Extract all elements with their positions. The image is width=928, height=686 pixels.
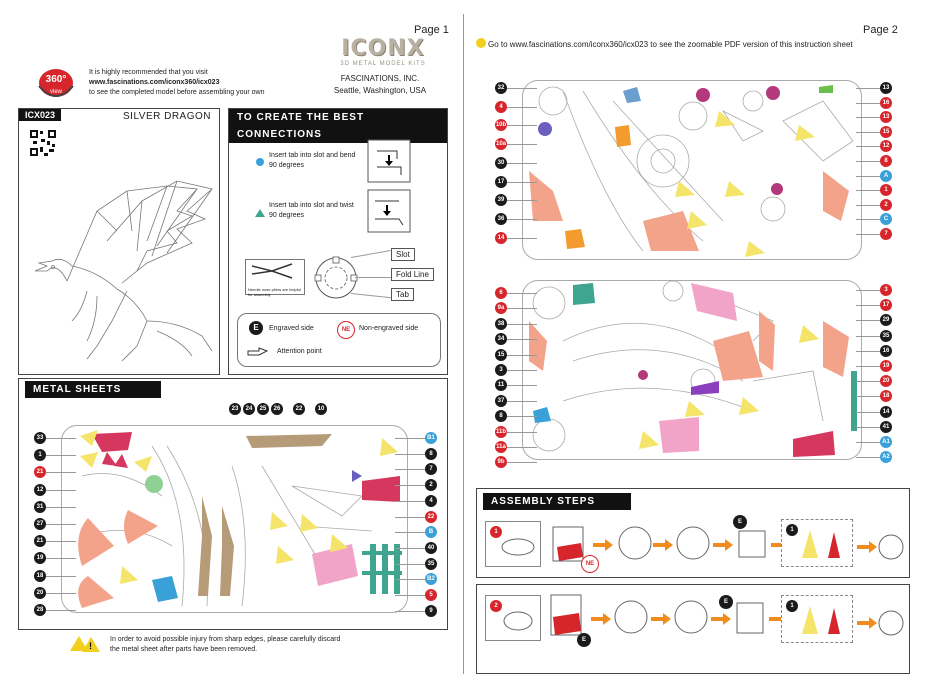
sheet1-top-marker: 26	[271, 403, 283, 415]
step2-badge: 2	[490, 600, 502, 612]
sheet1-right-leader	[395, 485, 425, 486]
blue-dot-icon	[256, 158, 264, 166]
sheet1-right-marker: 5	[425, 589, 437, 601]
sheet1-right-leader	[395, 438, 425, 439]
sheet2-left-leader	[507, 182, 537, 183]
sheet1-left-leader	[46, 541, 76, 542]
view360-badge[interactable]	[34, 66, 78, 100]
sheet3-right-marker: A2	[880, 451, 892, 463]
step1-start-frame	[485, 521, 541, 567]
sheet3-right-leader	[856, 336, 880, 337]
sheet1-left-marker: 20	[34, 587, 46, 599]
step1-sub-badge: 1	[786, 524, 798, 536]
sheet1-parts	[62, 426, 407, 612]
sheet3-left-marker: 9a	[495, 302, 507, 314]
sheet2-right-leader	[856, 176, 880, 177]
sheet3-right-marker: 18	[880, 390, 892, 402]
sheet3-right-leader	[856, 396, 880, 397]
sheet3-right-marker: 19	[880, 360, 892, 372]
sheet2-left-marker: 4	[495, 101, 507, 113]
sheet2-right-marker: 8	[880, 155, 892, 167]
sheet2-right-marker: 13	[880, 82, 892, 94]
sheet1-left-leader	[46, 490, 76, 491]
sheet1-right-leader	[395, 611, 425, 612]
sheet3-right-leader	[856, 290, 880, 291]
sheet1-right-marker: 2	[425, 479, 437, 491]
sheet2-right-marker: 12	[880, 140, 892, 152]
sheet1-top-marker: 24	[243, 403, 255, 415]
green-triangle-icon	[255, 209, 265, 217]
sheet1-top-marker: 25	[257, 403, 269, 415]
sheet1-right-marker: 4	[425, 495, 437, 507]
sheet3-left-marker: 11b	[495, 426, 507, 438]
sheet2-right-leader	[856, 103, 880, 104]
pliers-icon	[246, 260, 304, 282]
sheet1-left-leader	[46, 455, 76, 456]
sheet2-left-marker: 39	[495, 194, 507, 206]
step2-part-icon	[500, 606, 536, 636]
metal-sheet-2	[522, 80, 862, 260]
sheet1-right-leader	[395, 469, 425, 470]
sheet1-left-marker: 21	[34, 466, 46, 478]
sheet1-left-marker: 31	[34, 501, 46, 513]
sheet3-left-marker: 15	[495, 349, 507, 361]
sheet1-right-marker: B1	[425, 432, 437, 444]
sheet2-left-leader	[507, 107, 537, 108]
sheet1-left-leader	[46, 524, 76, 525]
twist-diagram-icon	[367, 189, 411, 233]
sheet2-left-leader	[507, 144, 537, 145]
sheet1-left-leader	[46, 610, 76, 611]
sheet2-left-leader	[507, 163, 537, 164]
sheet3-left-leader	[507, 432, 537, 433]
sheet1-left-marker: 1	[34, 449, 46, 461]
sheet3-right-marker: 20	[880, 375, 892, 387]
step1-detail-frame	[781, 519, 853, 567]
page-number: Page 1	[414, 24, 449, 36]
sheet3-left-leader	[507, 416, 537, 417]
sheet3-parts	[523, 281, 861, 459]
sheet1-top-marker: 10	[315, 403, 327, 415]
sheet1-left-marker: 21	[34, 535, 46, 547]
sheet3-right-marker: 29	[880, 314, 892, 326]
fold-line-label: Fold Line	[391, 268, 434, 281]
company-location: Seattle, Washington, USA	[333, 86, 427, 95]
sheet3-right-leader	[856, 412, 880, 413]
metal-sheets-panel	[18, 378, 448, 630]
engraved-marker: E	[249, 321, 263, 335]
sheet1-right-leader	[395, 579, 425, 580]
sheet3-left-marker: 11a	[495, 441, 507, 453]
sheet1-left-leader	[46, 472, 76, 473]
sheet3-right-marker: 41	[880, 421, 892, 433]
sheet1-left-leader	[46, 507, 76, 508]
sheet3-left-leader	[507, 355, 537, 356]
sheet1-right-marker: 22	[425, 511, 437, 523]
warning-line-1: In order to avoid possible injury from sharp edges, please carefully discard	[110, 636, 341, 643]
zoomable-note[interactable]: Go to www.fascinations.com/iconx360/icx023 to see the zoomable PDF version of this instruction sheet	[488, 40, 853, 49]
sheet3-left-marker: 11	[495, 379, 507, 391]
sheet2-left-marker: 17	[495, 176, 507, 188]
model-name: SILVER DRAGON	[123, 111, 211, 122]
sheet2-right-leader	[856, 117, 880, 118]
sheet1-left-leader	[46, 576, 76, 577]
sheet3-left-leader	[507, 308, 537, 309]
legend-pill	[237, 313, 441, 367]
step1-e-marker: E	[733, 515, 747, 529]
fold-leader	[355, 277, 391, 278]
sheet3-right-marker: 17	[880, 299, 892, 311]
sheet2-left-leader	[507, 88, 537, 89]
sheet2-left-leader	[507, 219, 537, 220]
step1-detail-icon	[796, 526, 848, 562]
sheet1-top-marker: 22	[293, 403, 305, 415]
sheet3-right-leader	[856, 427, 880, 428]
sheet3-left-leader	[507, 462, 537, 463]
lightbulb-icon	[476, 38, 486, 48]
sheet1-left-marker: 19	[34, 552, 46, 564]
step2-start-frame	[485, 595, 541, 641]
sheet2-right-marker: A	[880, 170, 892, 182]
sheet1-right-marker: B	[425, 526, 437, 538]
sheet3-left-leader	[507, 324, 537, 325]
non-engraved-label: Non-engraved side	[359, 325, 419, 332]
step1-ne-marker: NE	[581, 555, 599, 573]
sheet2-left-marker: 30	[495, 157, 507, 169]
iconx-logo	[329, 36, 437, 67]
sheet2-left-marker: 10b	[495, 119, 507, 131]
sheet3-left-marker: 6	[495, 287, 507, 299]
sheet1-right-leader	[395, 564, 425, 565]
bend-diagram-icon	[367, 139, 411, 183]
sheet2-left-leader	[507, 200, 537, 201]
sheet3-left-marker: 3	[495, 364, 507, 376]
sheet3-left-leader	[507, 370, 537, 371]
sheet2-right-leader	[856, 161, 880, 162]
sheet3-right-marker: A1	[880, 436, 892, 448]
tab-label: Tab	[391, 288, 414, 301]
model-code: ICX023	[19, 109, 61, 121]
sheet3-right-leader	[856, 442, 880, 443]
sheet3-right-leader	[856, 381, 880, 382]
company-info	[332, 74, 428, 95]
step1-result-icon	[855, 529, 905, 565]
warning-exclamation-icon: !	[89, 641, 92, 651]
metal-sheets-title: METAL SHEETS	[25, 381, 161, 398]
engraved-label: Engraved side	[269, 325, 314, 332]
sheet1-left-marker: 18	[34, 570, 46, 582]
sheet2-right-leader	[856, 219, 880, 220]
logo-tagline: 3D METAL MODEL KITS	[340, 61, 426, 67]
sheet2-left-leader	[507, 238, 537, 239]
sheet3-right-leader	[856, 366, 880, 367]
sheet3-left-leader	[507, 447, 537, 448]
sheet3-right-leader	[856, 457, 880, 458]
company-name: FASCINATIONS, INC.	[340, 74, 420, 83]
sheet1-left-marker: 12	[34, 484, 46, 496]
sheet2-left-marker: 10a	[495, 138, 507, 150]
sheet1-right-marker: 8	[425, 448, 437, 460]
connections-title: TO CREATE THE BEST CONNECTIONS	[229, 109, 447, 143]
sheet2-right-marker: 16	[880, 97, 892, 109]
sheet1-right-leader	[395, 454, 425, 455]
warning-text	[110, 635, 410, 655]
recommend-text	[89, 68, 289, 98]
sheet2-right-leader	[856, 146, 880, 147]
sheet1-left-marker: 28	[34, 604, 46, 616]
sheet2-right-leader	[856, 234, 880, 235]
tip-bend: Insert tab into slot and bend 90 degrees	[269, 152, 356, 169]
connections-panel	[228, 108, 448, 375]
sheet3-right-marker: 16	[880, 345, 892, 357]
metal-sheet-1	[61, 425, 408, 613]
sheet1-left-leader	[46, 558, 76, 559]
sheet2-right-marker: 7	[880, 228, 892, 240]
sheet3-left-marker: 38	[495, 318, 507, 330]
sheet1-right-leader	[395, 501, 425, 502]
step2-detail-frame	[781, 595, 853, 643]
sheet2-right-marker: 2	[880, 199, 892, 211]
sheet2-parts	[523, 81, 861, 259]
sheet1-left-leader	[46, 438, 76, 439]
metal-sheet-3	[522, 280, 862, 460]
sheet3-left-marker: 34	[495, 333, 507, 345]
attention-label: Attention point	[277, 348, 322, 355]
sheet1-right-leader	[395, 548, 425, 549]
tip-twist: Insert tab into slot and twist 90 degrees	[269, 202, 354, 219]
sheet1-left-leader	[46, 593, 76, 594]
sheet1-left-marker: 27	[34, 518, 46, 530]
sheet3-right-marker: 14	[880, 406, 892, 418]
page2-number: Page 2	[863, 24, 898, 36]
dragon-illustration	[27, 171, 217, 367]
sheet2-left-marker: 32	[495, 82, 507, 94]
sheet2-left-leader	[507, 125, 537, 126]
step2-e-marker-1: E	[577, 633, 591, 647]
sheet3-left-marker: 8	[495, 410, 507, 422]
sheet3-left-leader	[507, 293, 537, 294]
model-panel	[18, 108, 220, 375]
sheet3-left-leader	[507, 401, 537, 402]
sheet2-right-leader	[856, 205, 880, 206]
sheet3-right-leader	[856, 320, 880, 321]
svg-text:view: view	[49, 89, 63, 95]
sheet1-left-marker: 33	[34, 432, 46, 444]
logo-text: ICONX	[341, 36, 425, 61]
step1-part-icon	[500, 532, 536, 562]
sheet3-right-marker: 3	[880, 284, 892, 296]
step2-detail-icon	[796, 602, 848, 638]
svg-text:360°: 360°	[45, 74, 67, 85]
sheet3-left-leader	[507, 385, 537, 386]
sheet2-right-marker: 13	[880, 111, 892, 123]
non-engraved-marker: NE	[337, 321, 355, 339]
sheet2-left-marker: 36	[495, 213, 507, 225]
sheet1-right-marker: 40	[425, 542, 437, 554]
recommend-line-1: It is highly recommended that you visit	[89, 69, 208, 76]
sheet1-right-leader	[395, 532, 425, 533]
sheet1-right-marker: 9	[425, 605, 437, 617]
sheet1-right-leader	[395, 595, 425, 596]
warning-line-2: the metal sheet after parts have been removed.	[110, 646, 258, 653]
assembly-step2-panel	[476, 584, 910, 674]
sheet1-right-marker: 7	[425, 463, 437, 475]
sheet3-right-marker: 35	[880, 330, 892, 342]
sheet3-left-marker: 37	[495, 395, 507, 407]
sheet2-right-leader	[856, 132, 880, 133]
view360-icon	[34, 66, 78, 100]
pliers-box	[245, 259, 305, 295]
sheet2-right-marker: 1	[880, 184, 892, 196]
step2-result-icon	[855, 605, 905, 641]
sheet1-right-marker: 35	[425, 558, 437, 570]
sheet2-right-marker: 15	[880, 126, 892, 138]
sheet3-right-leader	[856, 351, 880, 352]
step1-badge: 1	[490, 526, 502, 538]
pliers-caption: Needle nose pliers are helpful for assembly	[248, 287, 301, 297]
sheet2-right-leader	[856, 190, 880, 191]
sheet3-right-leader	[856, 305, 880, 306]
sheet1-right-leader	[395, 517, 425, 518]
sheet2-right-marker: C	[880, 213, 892, 225]
assembly-title: ASSEMBLY STEPS	[483, 493, 631, 510]
pointing-hand-icon	[247, 345, 269, 357]
recommend-url[interactable]: www.fascinations.com/iconx360/icx023	[89, 79, 220, 86]
slot-label: Slot	[391, 248, 415, 261]
sheet2-right-leader	[856, 88, 880, 89]
sheet3-left-marker: 9b	[495, 456, 507, 468]
page-divider	[463, 14, 464, 674]
assembly-step1-panel	[476, 488, 910, 578]
sheet3-left-leader	[507, 339, 537, 340]
sheet1-top-marker: 23	[229, 403, 241, 415]
sheet2-left-marker: 14	[495, 232, 507, 244]
recommend-line-3: to see the completed model before assembling your own	[89, 89, 265, 96]
qr-code-icon[interactable]	[29, 129, 57, 157]
step2-e-marker-2: E	[719, 595, 733, 609]
sheet1-right-marker: B2	[425, 573, 437, 585]
step2-sub-badge: 1	[786, 600, 798, 612]
